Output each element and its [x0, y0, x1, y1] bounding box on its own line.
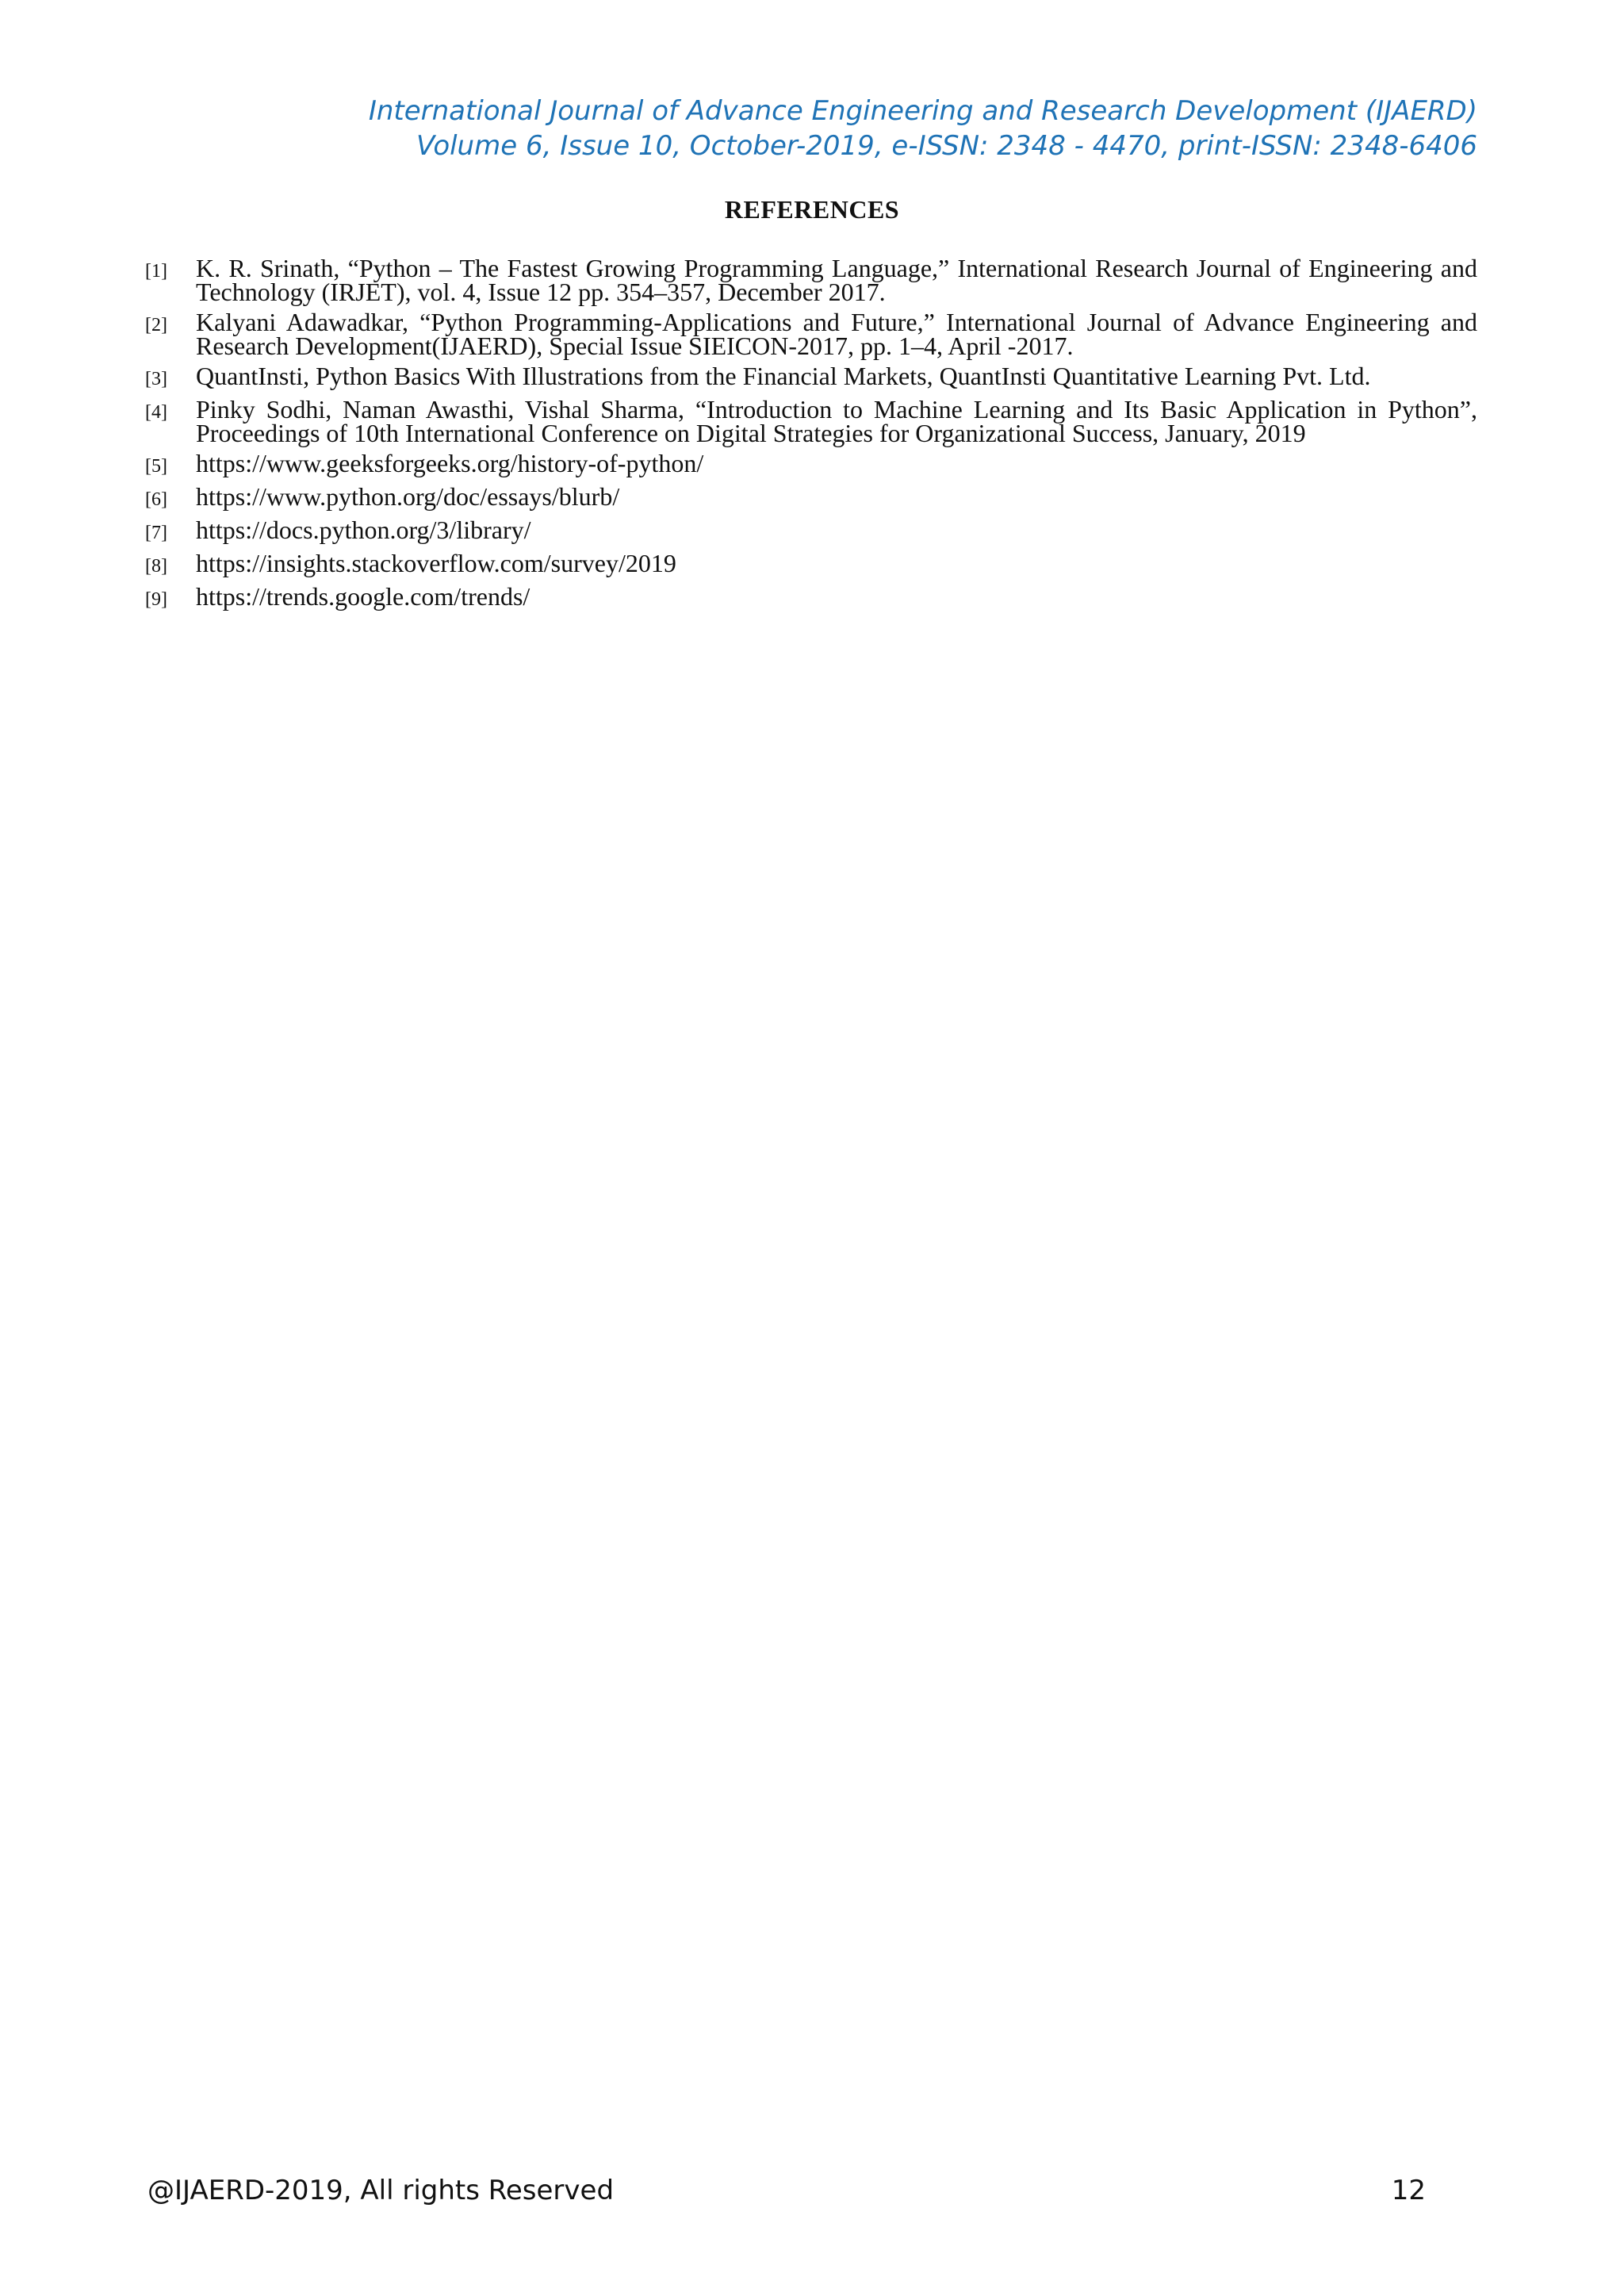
- reference-number: [9]: [145, 589, 167, 610]
- reference-text: Pinky Sodhi, Naman Awasthi, Vishal Sharma, “Introduction to Machine Learning and Its Basic Application in Python”, Proceedings of 10th International Conference on Digital Strategies for Organizational Success, January, 2019: [196, 395, 1477, 447]
- reference-number: [7]: [145, 523, 167, 543]
- reference-number: [8]: [145, 556, 167, 577]
- reference-item: [145, 582, 1477, 611]
- footer-copyright: @IJAERD-2019, All rights Reserved: [147, 2175, 615, 2206]
- reference-number: [1]: [145, 261, 167, 282]
- reference-item: [145, 310, 1477, 358]
- reference-number: [4]: [145, 402, 167, 423]
- reference-link[interactable]: https://insights.stackoverflow.com/survey/2019: [196, 549, 676, 577]
- reference-link[interactable]: https://www.python.org/doc/essays/blurb/: [196, 482, 620, 511]
- journal-header: [369, 94, 1477, 163]
- reference-item: [145, 364, 1477, 391]
- reference-text: K. R. Srinath, “Python – The Fastest Growing Programming Language,” International Research Journal of Engineering and Technology (IRJET), vol. 4, Issue 12 pp. 354–357, December 2017.: [196, 254, 1477, 306]
- reference-link[interactable]: https://www.geeksforgeeks.org/history-of-python/: [196, 449, 704, 477]
- reference-number: [5]: [145, 456, 167, 477]
- reference-link[interactable]: https://trends.google.com/trends/: [196, 582, 530, 611]
- reference-number: [3]: [145, 369, 167, 389]
- reference-number: [6]: [145, 489, 167, 510]
- reference-item: [145, 482, 1477, 512]
- reference-link[interactable]: https://docs.python.org/3/library/: [196, 516, 531, 544]
- footer-page-number: 12: [1391, 2175, 1426, 2206]
- journal-header-issue: Volume 6, Issue 10, October-2019, e-ISSN: 2348 - 4470, print-ISSN: 2348-6406: [416, 130, 1477, 162]
- reference-item: [145, 397, 1477, 445]
- references-list: [145, 256, 1477, 618]
- references-heading: REFERENCES: [724, 195, 900, 224]
- reference-text: Kalyani Adawadkar, “Python Programming-Applications and Future,” International Journal of Advance Engineering and Research Development(IJAERD), Special Issue SIEICON-2017, pp. 1–4, April -2017.: [196, 308, 1477, 360]
- journal-header-title: International Journal of Advance Engineering and Research Development (IJAERD): [368, 95, 1477, 127]
- reference-item: [145, 256, 1477, 304]
- reference-number: [2]: [145, 315, 167, 335]
- reference-text: QuantInsti, Python Basics With Illustrations from the Financial Markets, QuantInsti Quantitative Learning Pvt. Ltd.: [196, 362, 1371, 390]
- reference-item: [145, 451, 1477, 478]
- reference-item: [145, 518, 1477, 545]
- reference-item: [145, 551, 1477, 578]
